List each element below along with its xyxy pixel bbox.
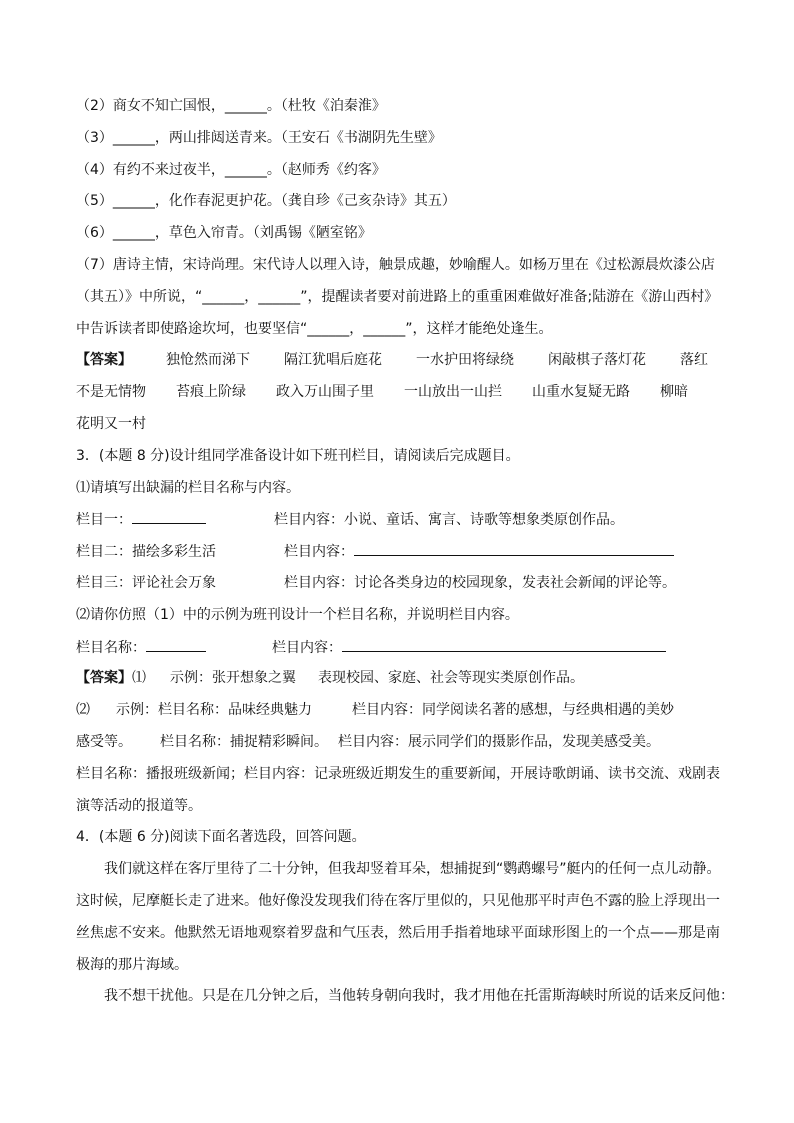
q3-row-2: 栏目二：描绘多彩生活 栏目内容：	[76, 541, 726, 573]
answer1-line-3: 花明又一村	[76, 415, 146, 432]
poem-line-2: （2）商女不知亡国恨，______。（杜牧《泊秦淮》	[76, 98, 386, 114]
q7-line-1: （7）唐诗主情，宋诗尚理。宋代诗人以理入诗，触景成趣，妙喻醒人。如杨万里在《过松源晨炊漆公店	[76, 256, 715, 273]
q7-line-3: 中告诉读者即使路途坎坷，也要坚信“______，______”，这样才能绝处逢生。	[76, 320, 553, 337]
blank-line	[342, 637, 666, 652]
q4-title: 4．(本题 6 分)阅读下面名著选段，回答问题。	[76, 829, 366, 846]
document-content	[76, 96, 734, 1018]
q3-title: 3．(本题 8 分)设计组同学准备设计如下班刊栏目，请阅读后完成题目。	[76, 447, 520, 464]
q4-para1-line1: 我们就这样在客厅里待了二十分钟，但我却竖着耳朵，想捕捉到“鹦鹉螺号”艇内的任何一点儿动静。	[104, 861, 721, 878]
answer1-line-2: 不是无情物 苔痕上阶绿 政入万山围子里 一山放出一山拦 山重水复疑无路 柳暗	[76, 384, 688, 401]
q3-answer-3-line-2: 演等活动的报道等。	[76, 797, 202, 814]
answer1-line-1: 【答案】 独怆然而涕下 隔江犹唱后庭花 一水护田将绿绕 闲敲棋子落灯花 落红	[76, 352, 708, 369]
poem-line-6: （6）______，草色入帘青。（刘禹锡《陋室铭》	[76, 225, 372, 242]
q3-answer-2b: 感受等。 栏目名称：捕捉精彩瞬间。 栏目内容：展示同学们的摄影作品，发现美感受美。	[76, 733, 660, 750]
q3-sub2: ⑵请你仿照（1）中的示例为班刊设计一个栏目名称，并说明栏目内容。	[76, 606, 519, 623]
q3-row-3: 栏目三：评论社会万象 栏目内容：讨论各类身边的校园现象，发表社会新闻的评论等。	[76, 574, 676, 591]
q7-line-2: （其五）》中所说，“______，______”，提醒读者要对前进路上的重重困难做好准备;陆游在《游山西村》	[76, 288, 719, 305]
q4-para2-line1: 我不想干扰他。只是在几分钟之后，当他转身朝向我时，我才用他在托雷斯海峡时所说的话来反问他：	[104, 988, 734, 1005]
q3-row-4: 栏目名称： 栏目内容：	[76, 637, 726, 669]
answer-label: 【答案】	[76, 352, 132, 369]
blank-line	[354, 541, 674, 556]
poem-line-3: （3）______，两山排闼送青来。（王安石《书湖阴先生壁》	[76, 129, 442, 146]
q4-para1-line2: 这时候，尼摩艇长走了进来。他好像没发现我们待在客厅里似的，只见他那平时声色不露的脸上浮现出一	[76, 892, 720, 909]
blank-line	[146, 637, 206, 652]
q4-para1-line4: 极海的那片海域。	[76, 956, 188, 973]
q3-sub1: ⑴请填写出缺漏的栏目名称与内容。	[76, 479, 300, 496]
poem-line-4: （4）有约不来过夜半，______。（赵师秀《约客》	[76, 161, 386, 178]
q3-answer-1: 【答案】⑴ 示例：张开想象之翼 表现校园、家庭、社会等现实类原创作品。	[76, 670, 584, 687]
blank-line	[132, 509, 206, 524]
q3-answer-3-line-1: 栏目名称：播报班级新闻；栏目内容：记录班级近期发生的重要新闻，开展诗歌朗诵、读书交流、戏剧表	[76, 765, 720, 782]
poem-line-5: （5）______，化作春泥更护花。（龚自珍《己亥杂诗》其五）	[76, 193, 456, 210]
q3-row-1: 栏目一： 栏目内容：小说、童话、寓言、诗歌等想象类原创作品。	[76, 509, 726, 541]
q3-answer-2: ⑵ 示例：栏目名称：品味经典魅力 栏目内容：同学阅读名著的感想，与经典相遇的美妙	[76, 702, 674, 719]
q4-para1-line3: 丝焦虑不安来。他默然无语地观察着罗盘和气压表，然后用手指着地球平面球形图上的一个点——那是南	[76, 924, 720, 941]
